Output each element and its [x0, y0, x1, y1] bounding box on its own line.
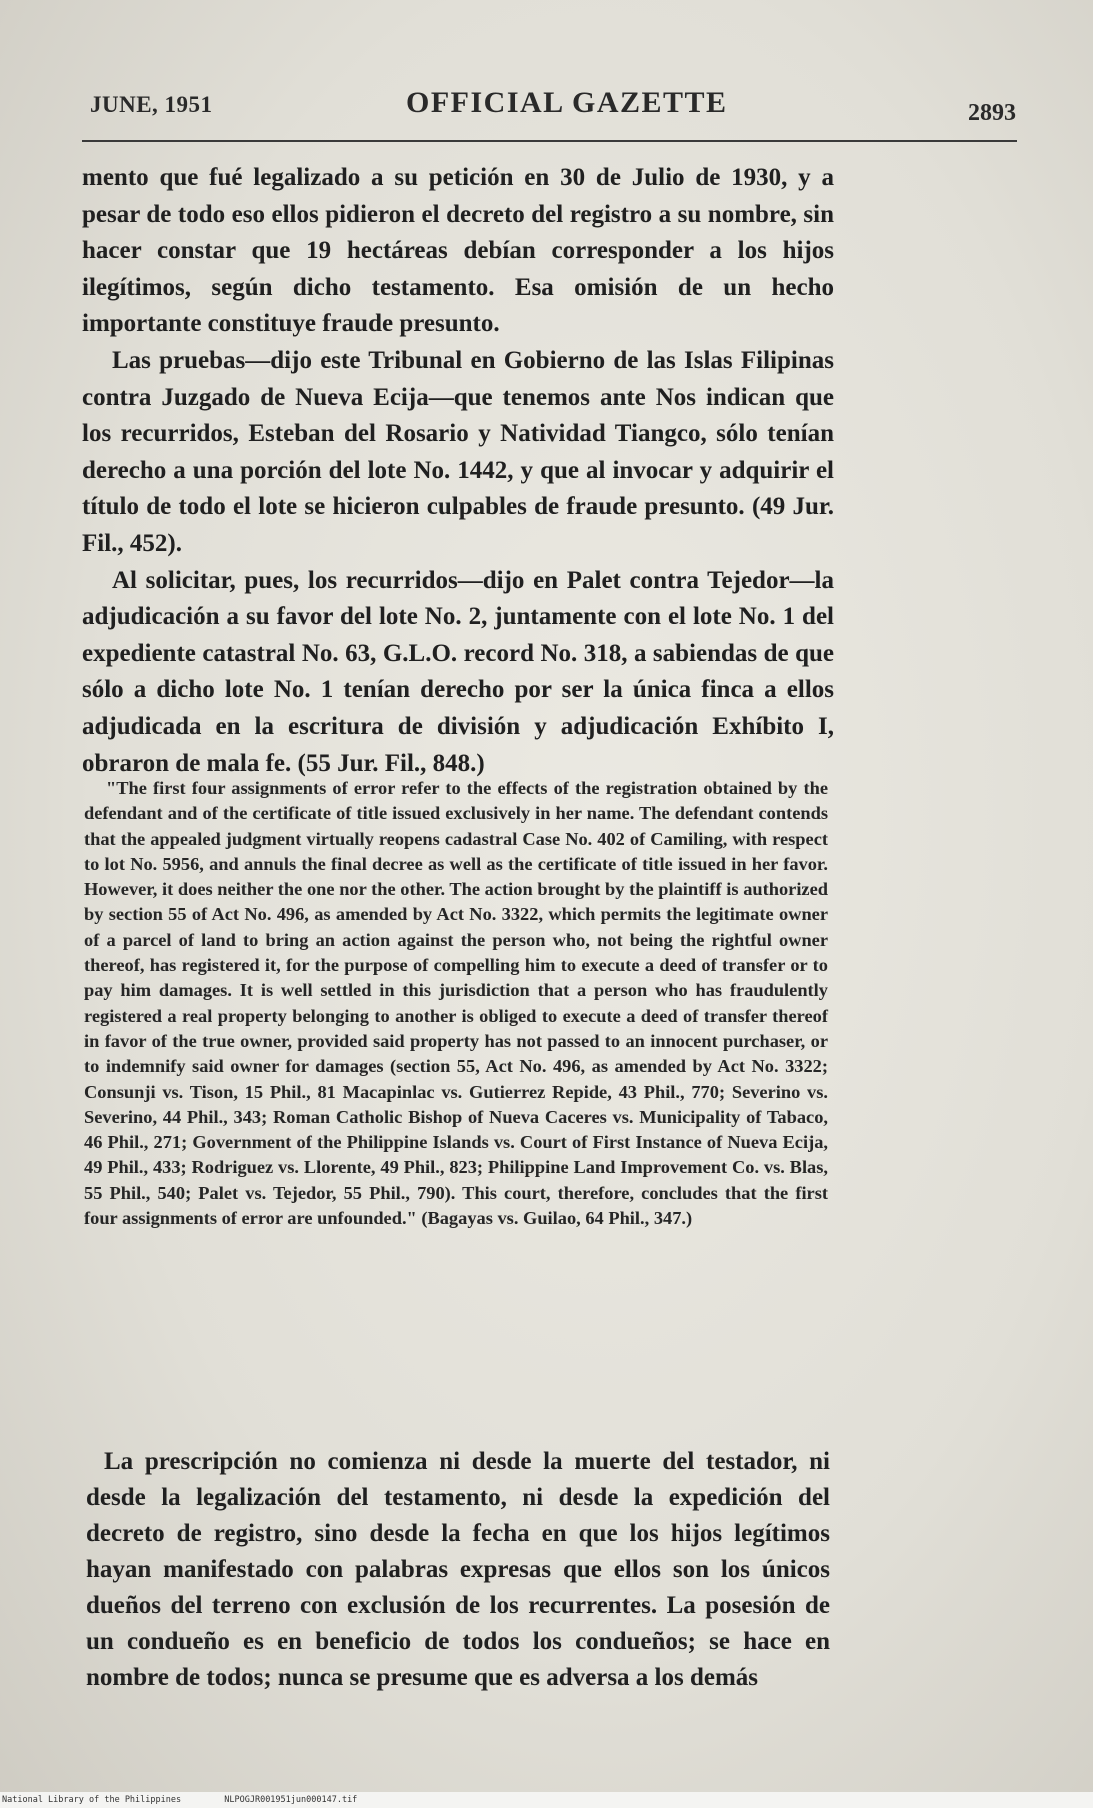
quotation-text: "The first four assignments of error refer to the effects of the registration obtained by the defendant and of the certificate of title issued exclusively in her name. The defendant contends that the appealed judgment virtually reopens cadastral Case No. 402 of Camiling, with respect to lot No. 5956, and annuls the final decree as well as the certificate of title issued in her favor. However, it does neither the one nor the other. The action brought by the plaintiff is authorized by section 55 of Act No. 496, as amended by Act No. 3322, which permits the legitimate owner of a parcel of land to bring an action against the person who, not being the rightful owner thereof, has registered it, for the purpose of compelling him to execute a deed of transfer or to pay him damages. It is well settled in this jurisdiction that a person who has fraudulently registered a real property belonging to another is obliged to execute a deed of transfer thereof in favor of the true owner, provided said property has not passed to an innocent purchaser, or to indemnify said owner for damages (section 55, Act No. 496, as amended by Act No. 3322; Consunji vs. Tison, 15 Phil., 81 Macapinlac vs. Gutierrez Repide, 43 Phil., 770; Severino vs. Severino, 44 Phil., 343; Roman Catholic Bishop of Nueva Caceres vs. Municipality of Tabaco, 46 Phil., 271; Government of the Philippine Islands vs. Court of First Instance of Nueva Ecija, 49 Phil., 433; Rodriguez vs. Llorente, 49 Phil., 823; Philippine Land Improvement Co. vs. Blas, 55 Phil., 540; Palet vs. Tejedor, 55 Phil., 790). This court, therefore, concludes that the first four assignments of error are unfounded." (Bagayas vs. Guilao, 64 Phil., 347.): [84, 778, 828, 1229]
header-rule: [82, 140, 1017, 142]
scan-footer: [0, 1792, 1093, 1808]
paragraph: Al solicitar, pues, los recurridos—dijo en Palet contra Tejedor—la adjudicación a su favor del lote No. 2, juntamente con el lote No. 1 del expediente catastral No. 63, G.L.O. record No. 318, a sabiendas de que sólo a dicho lote No. 1 tenían derecho por ser la única finca a ellos adjudicada en la escritura de división y adjudicación Exhíbito I, obraron de mala fe. (55 Jur. Fil., 848.): [82, 566, 834, 777]
closing-text: [86, 1444, 830, 1696]
block-quotation: [84, 776, 828, 1231]
publication-title: OFFICIAL GAZETTE: [406, 86, 728, 119]
paragraph: La prescripción no comienza ni desde la muerte del testador, ni desde la legalización del testamento, ni desde la expedición del decreto de registro, sino desde la fecha en que los hijos legítimos hayan manifestado con palabras expresas que ellos son los únicos dueños del terreno con exclusión de los recurrentes. La posesión de un condueño es en beneficio de todos los condueños; se hace en nombre de todos; nunca se presume que es adversa a los demás: [86, 1448, 830, 1691]
paragraph: Las pruebas—dijo este Tribunal en Gobierno de las Islas Filipinas contra Juzgado de Nueva Ecija—que tenemos ante Nos indican que los recurridos, Esteban del Rosario y Natividad Tiangco, sólo tenían derecho a una porción del lote No. 1442, y que al invocar y adquirir el título de todo el lote se hicieron culpables de fraude presunto. (49 Jur. Fil., 452).: [82, 346, 834, 557]
library-credit: National Library of the Philippines: [2, 1795, 182, 1805]
issue-date: JUNE, 1951: [90, 92, 213, 117]
main-text: [82, 160, 834, 782]
running-header: [86, 86, 1016, 126]
scan-filename: NLPOGJR001951jun000147.tif: [224, 1795, 358, 1805]
page-number: 2893: [968, 100, 1016, 126]
paragraph-continuation: mento que fué legalizado a su petición en 30 de Julio de 1930, y a pesar de todo eso ellos pidieron el decreto del registro a su nombre, sin hacer constar que 19 hectáreas debían corresponder a los hijos ilegítimos, según dicho testamento. Esa omisión de un hecho importante constituye fraude presunto.: [82, 164, 834, 338]
